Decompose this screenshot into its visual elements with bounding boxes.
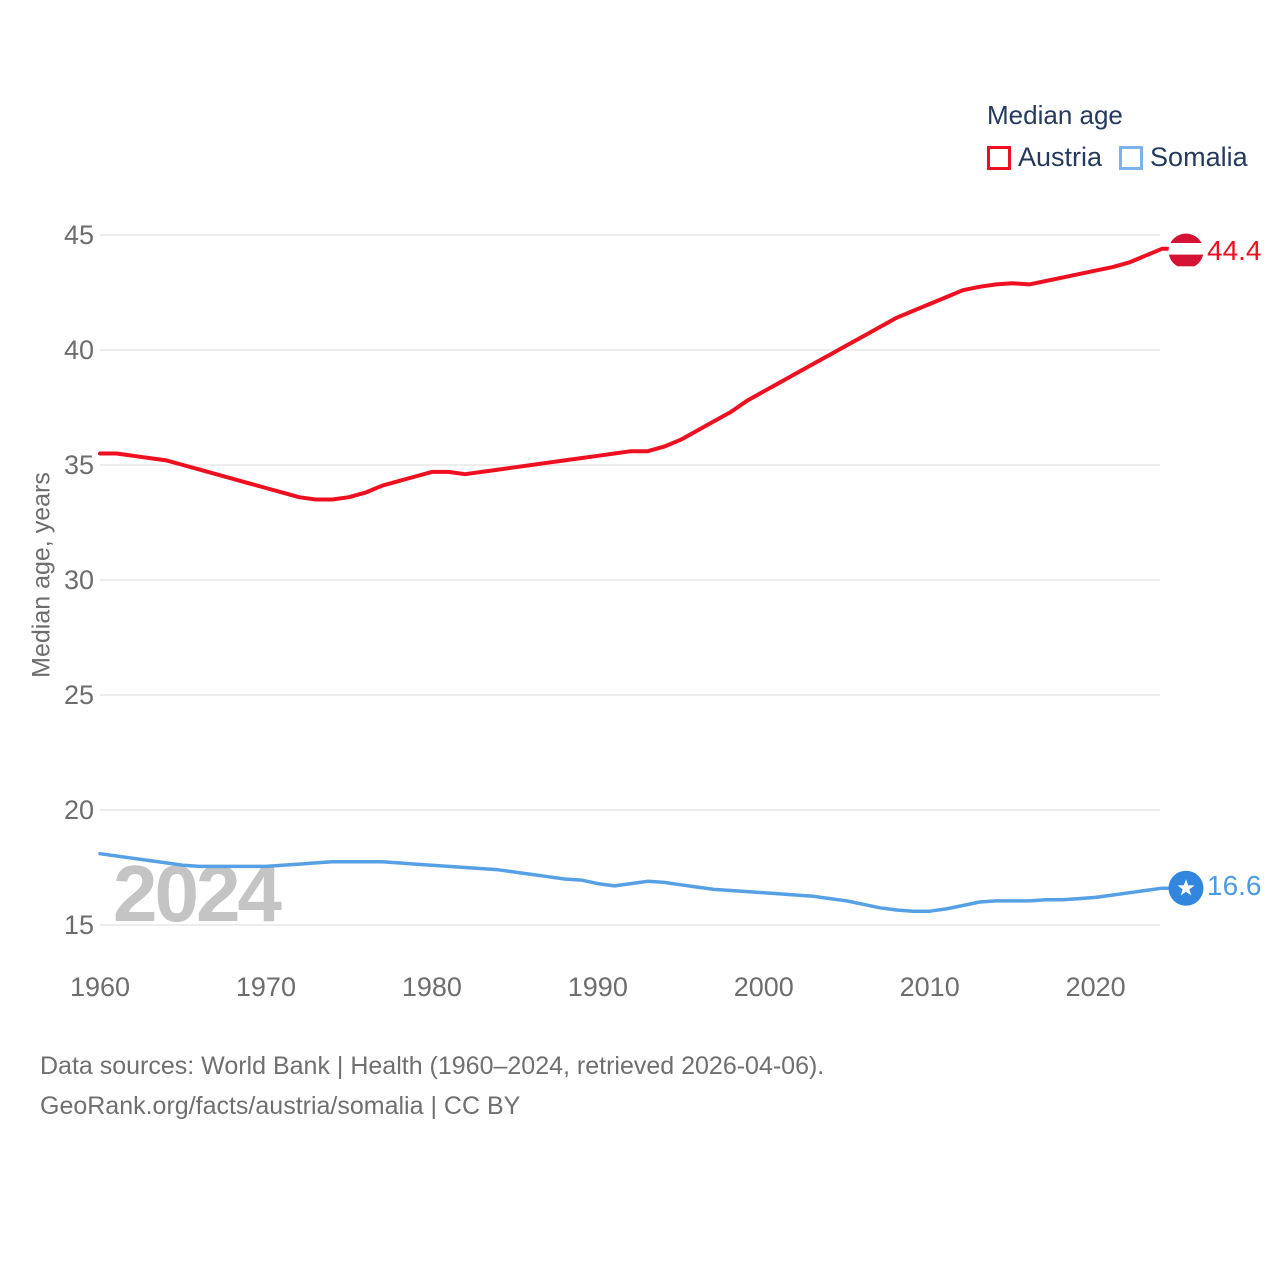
austria-flag-stripe-top: [1168, 231, 1204, 243]
end-value-austria: 44.4: [1207, 235, 1262, 266]
series-end-markers: [1168, 231, 1204, 905]
legend-swatch-austria[interactable]: [987, 146, 1011, 170]
y-tick-40: 40: [63, 335, 94, 365]
y-tick-25: 25: [63, 680, 94, 710]
end-value-somalia: 16.6: [1207, 870, 1262, 901]
y-axis-title: Median age, years: [27, 472, 56, 678]
legend-swatch-somalia[interactable]: [1119, 146, 1143, 170]
y-tick-35: 35: [63, 450, 94, 480]
legend-label-austria[interactable]: Austria: [1018, 142, 1103, 172]
x-tick-2020: 2020: [1065, 972, 1126, 1002]
legend-row: [987, 142, 1257, 173]
y-tick-20: 20: [63, 795, 94, 825]
watermark-year: 2024: [113, 849, 279, 938]
austria-flag-icon: [1168, 231, 1204, 266]
line-austria: [100, 249, 1168, 500]
footer-sources: Data sources: World Bank | Health (1960–2024, retrieved 2026-04-06).: [40, 1052, 825, 1080]
y-tick-45: 45: [63, 220, 94, 250]
x-tick-1960: 1960: [69, 972, 131, 1002]
x-tick-1980: 1980: [401, 972, 462, 1002]
legend: [987, 100, 1257, 173]
y-tick-15: 15: [63, 910, 94, 940]
x-tick-1990: 1990: [567, 972, 628, 1002]
austria-flag-stripe-bottom: [1168, 255, 1204, 267]
x-tick-2010: 2010: [899, 972, 960, 1002]
legend-title: Median age: [987, 100, 1123, 130]
x-tick-1970: 1970: [235, 972, 296, 1002]
gridlines: [100, 235, 1160, 925]
footer: [40, 1046, 824, 1126]
legend-label-somalia[interactable]: Somalia: [1150, 142, 1248, 172]
austria-flag-stripe-middle: [1168, 243, 1204, 255]
x-tick-2000: 2000: [733, 972, 794, 1002]
y-tick-30: 30: [63, 565, 94, 595]
footer-attribution: GeoRank.org/facts/austria/somalia | CC BY: [40, 1092, 521, 1120]
